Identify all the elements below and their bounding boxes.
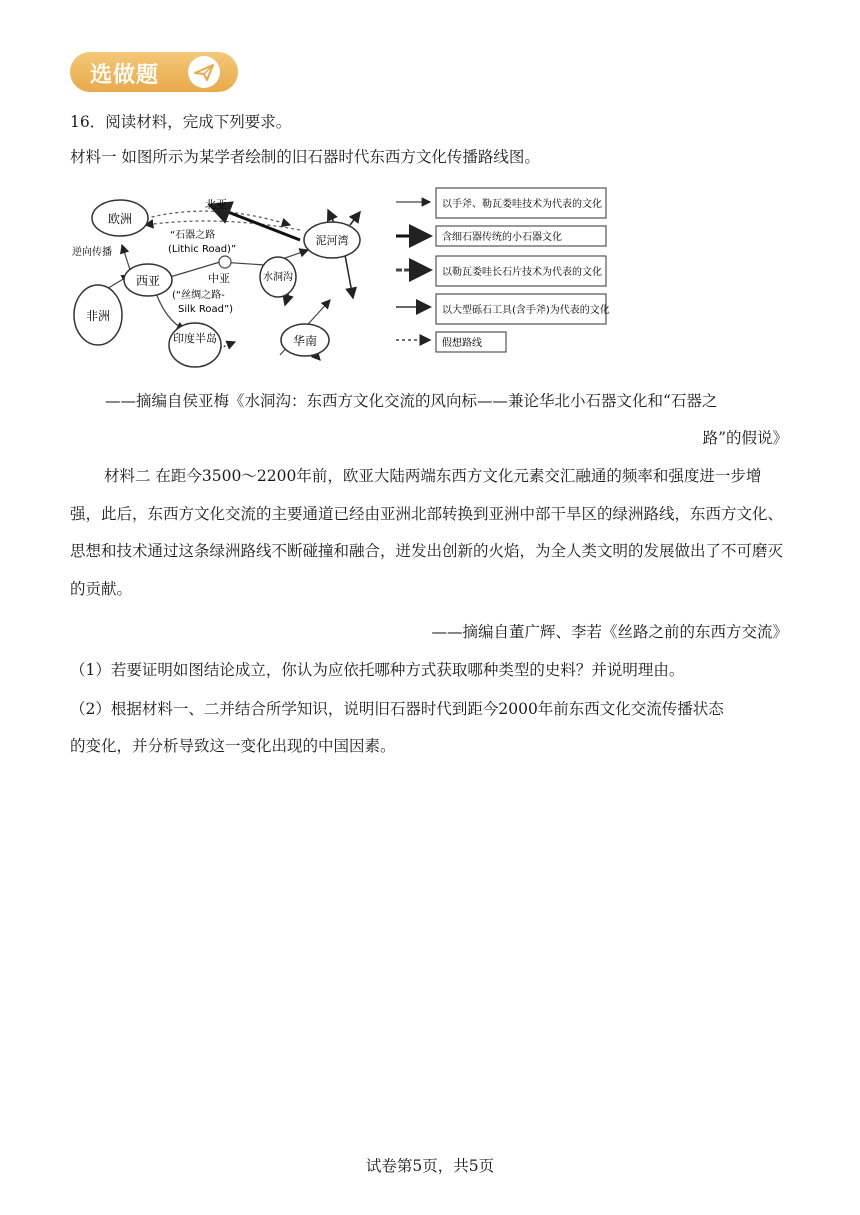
node-europe-label: 欧洲	[107, 212, 133, 226]
question-1: （1）若要证明如图结论成立，你认为应依托哪种方式获取哪种类型的史料？并说明理由。	[70, 661, 685, 679]
label-stone-road: “石器之路	[170, 230, 216, 241]
material1-intro: 材料一 如图所示为某学者绘制的旧石器时代东西方文化传播路线图。	[70, 148, 540, 166]
label-central-asia: 中亚	[208, 272, 230, 285]
question-intro: 16．阅读材料，完成下列要求。	[70, 113, 292, 131]
label-silk-road-en: Silk Road”)	[178, 304, 234, 315]
source1-line1: ——摘编自侯亚梅《水洞沟：东西方文化交流的风向标——兼论华北小石器文化和“石器之	[105, 392, 718, 410]
node-south-china-label: 华南	[292, 334, 318, 348]
node-africa	[74, 285, 122, 345]
page-footer: 试卷第5页，共5页	[365, 1157, 495, 1175]
label-north-asia: 北亚	[205, 198, 227, 211]
legend-item-1: 以手斧、勒瓦娄哇技术为代表的文化	[442, 199, 602, 210]
material2-paragraph: 材料二 在距今3500～2200年前，欧亚大陆两端东西方文化元素交汇融通的频率和强度进一步增强，此后，东西方文化交流的主要通道已经由亚洲北部转换到亚洲中部干旱区的绿洲路线，东西方文化、思想和技术通过这条绿洲路线不断碰撞和融合，迸发出创新的火焰，为全人类文明的发展做出了不可磨灭的贡献。	[70, 467, 784, 598]
node-west-asia	[124, 264, 172, 296]
node-west-asia-label: 西亚	[135, 274, 161, 288]
node-nihewan-label: 泥河湾	[315, 234, 349, 247]
legend-item-4: 以大型砾石工具(含手斧)为代表的文化	[442, 305, 610, 316]
node-shuidonggou-label: 水洞沟	[263, 272, 293, 283]
label-reverse-spread: 逆向传播	[72, 247, 112, 258]
label-silk-road-cn: (“丝绸之路-	[172, 290, 225, 301]
source2: ——摘编自董广辉、李若《丝路之前的东西方交流》	[431, 623, 788, 641]
question-2-line2: 的变化，并分析导致这一变化出现的中国因素。	[70, 737, 396, 755]
legend	[396, 188, 610, 352]
legend-item-3: 以勒瓦娄哇长石片技术为代表的文化	[442, 267, 602, 278]
node-nihewan	[304, 222, 360, 258]
section-badge	[70, 52, 238, 92]
node-europe	[92, 200, 148, 236]
label-lithic-road: (Lithic Road)”	[168, 244, 237, 255]
question-2-line1: （2）根据材料一、二并结合所学知识，说明旧石器时代到距今2000年前东西文化交流传播状态	[70, 700, 724, 718]
source1-line2: 路”的假说》	[702, 429, 788, 447]
route-diagram	[60, 180, 660, 380]
paper-plane-icon	[188, 56, 220, 88]
legend-item-2: 含细石器传统的小石器文化	[442, 232, 562, 243]
node-africa-label: 非洲	[85, 309, 111, 323]
legend-item-5: 假想路线	[442, 338, 482, 349]
node-india-label: 印度半岛	[173, 332, 217, 345]
node-india	[169, 323, 221, 367]
node-south-china	[281, 324, 329, 356]
node-shuidonggou	[260, 257, 296, 297]
section-badge-label: 选做题	[90, 63, 160, 88]
